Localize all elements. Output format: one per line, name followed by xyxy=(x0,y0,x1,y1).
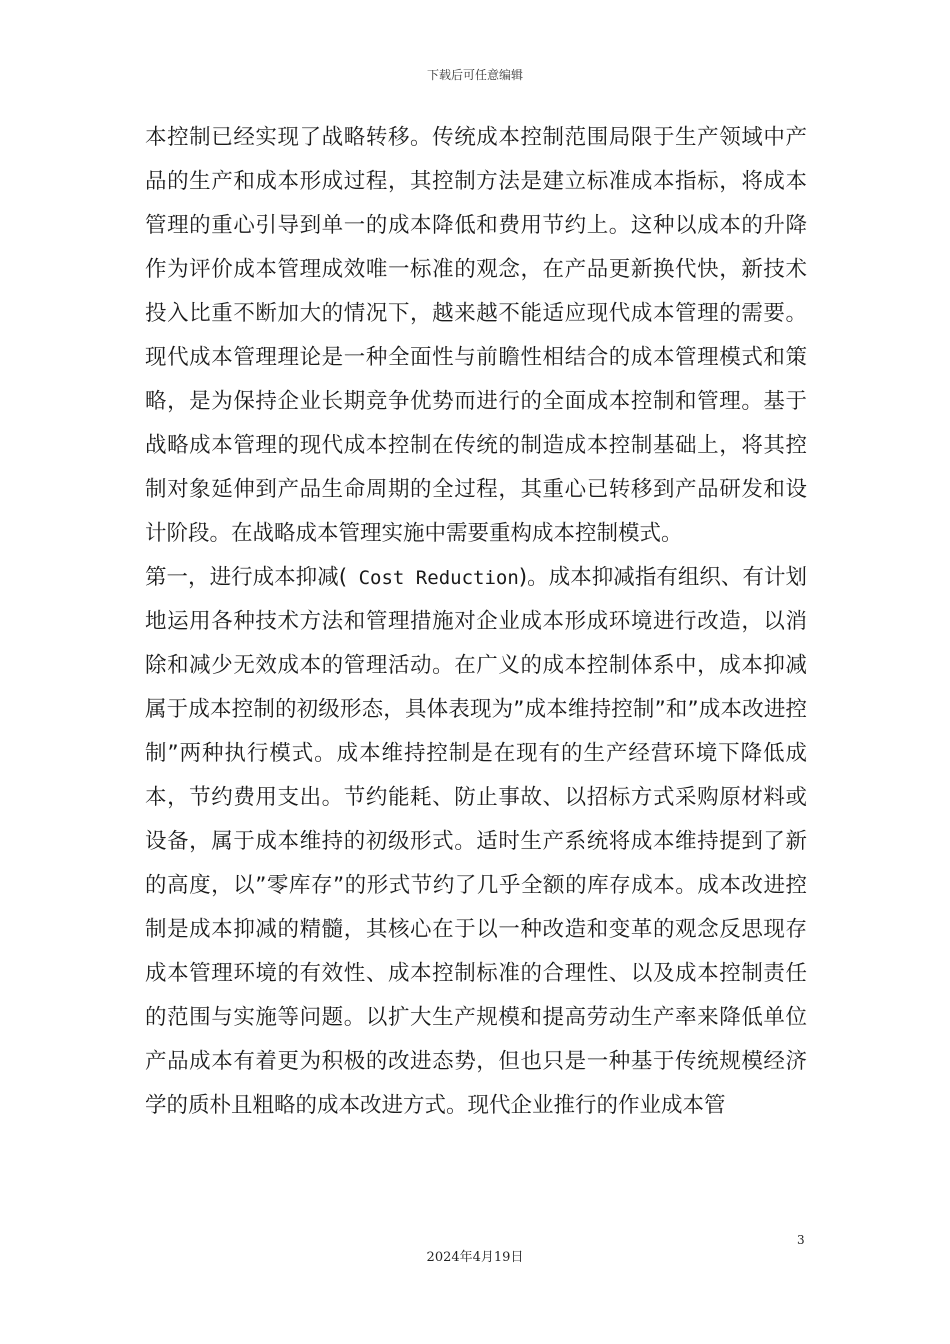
paragraph-prefix: 第一，进行成本抑减( xyxy=(145,565,348,590)
paragraph xyxy=(145,556,807,1128)
paragraph: 本控制已经实现了战略转移。传统成本控制范围局限于生产领域中产品的生产和成本形成过程，其控制方法是建立标准成本指标，将成本管理的重心引导到单一的成本降低和费用节约上。这种以成本的升降作为评价成本管理成效唯一标准的观念，在产品更新换代快，新技术投入比重不断加大的情况下，越来越不能适应现代成本管理的需要。现代成本管理理论是一种全面性与前瞻性相结合的成本管理模式和策略，是为保持企业长期竞争优势而进行的全面成本控制和管理。基于战略成本管理的现代成本控制在传统的制造成本控制基础上，将其控制对象延伸到产品生命周期的全过程，其重心已转移到产品研发和设计阶段。在战略成本管理实施中需要重构成本控制模式。 xyxy=(145,125,807,546)
page-number: 3 xyxy=(797,1233,805,1247)
paragraph-body: )。成本抑减指有组织、有计划地运用各种技术方法和管理措施对企业成本形成环境进行改造，以消除和减少无效成本的管理活动。在广义的成本控制体系中，成本抑减属于成本控制的初级形态，具体表现为”成本维持控制”和”成本改进控制”两种执行模式。成本维持控制是在现有的生产经营环境下降低成本，节约费用支出。节约能耗、防止事故、以招标方式采购原材料或设备，属于成本维持的初级形式。适时生产系统将成本维持提到了新的高度，以”零库存”的形式节约了几乎全额的库存成本。成本改进控制是成本抑减的精髓，其核心在于以一种改造和变革的观念反思现存成本管理环境的有效性、成本控制标准的合理性、以及成本控制责任的范围与实施等问题。以扩大生产规模和提高劳动生产率来降低单位产品成本有着更为积极的改进态势，但也只是一种基于传统规模经济学的质朴且粗略的成本改进方式。现代企业推行的作业成本管 xyxy=(145,565,807,1118)
footer-date: 2024年4月19日 xyxy=(426,1250,524,1265)
english-term: Cost Reduction xyxy=(347,567,519,589)
page-header: 下载后可任意编辑 xyxy=(426,68,523,82)
document-body xyxy=(145,116,807,1128)
